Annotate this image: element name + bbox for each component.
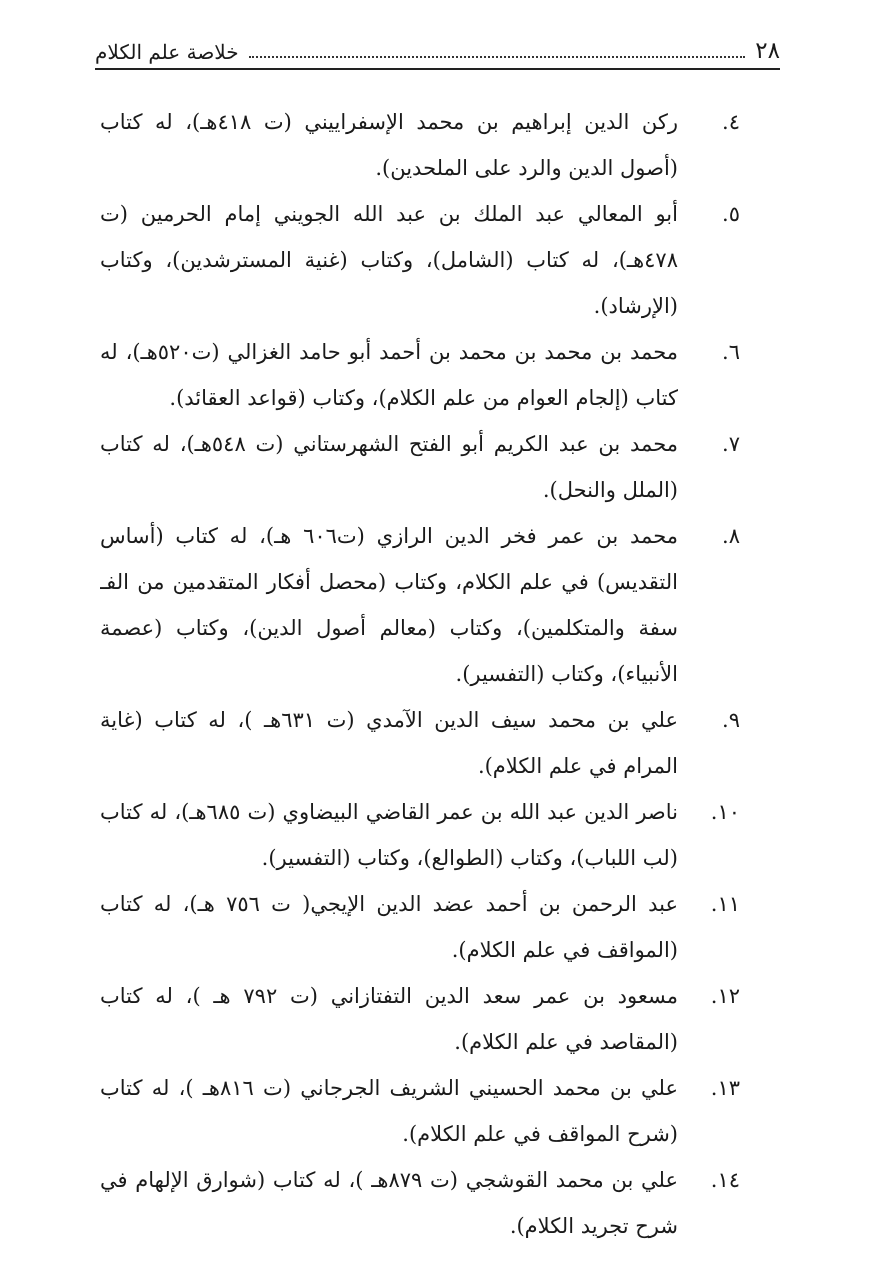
- item-text: مسعود بن عمر سعد الدين التفتازاني (ت ٧٩٢ هـ )، له كتاب (المقاصد في علم الكلام).: [100, 984, 678, 1054]
- item-number: ١٠.: [710, 800, 740, 824]
- running-title: خلاصة علم الكلام: [95, 40, 239, 64]
- item-text: أبو المعالي عبد الملك بن عبد الله الجويني إمام الحرمين (ت ٤٧٨هـ)، له كتاب (الشامل)، وكتاب (غنية المسترشدين)، وكتاب (الإرشاد).: [100, 202, 678, 318]
- item-text: علي بن محمد الحسيني الشريف الجرجاني (ت ٨١٦هـ )، له كتاب (شرح المواقف في علم الكلام).: [100, 1076, 678, 1146]
- item-text: ركن الدين إبراهيم بن محمد الإسفراييني (ت ٤١٨هـ)، له كتاب (أصول الدين والرد على الملحدين).: [100, 110, 678, 180]
- item-text: علي بن محمد القوشجي (ت ٨٧٩هـ )، له كتاب (شوارق الإلهام في شرح تجريد الكلام).: [100, 1168, 678, 1238]
- list-item: [100, 973, 740, 1065]
- list-item: [100, 513, 740, 697]
- item-number: ٨.: [722, 524, 740, 548]
- item-number: ٥.: [722, 202, 740, 226]
- list-item: [100, 99, 740, 191]
- list-item: [100, 1157, 740, 1249]
- list-item: [100, 881, 740, 973]
- list-item: [100, 329, 740, 421]
- item-number: ٦.: [722, 340, 740, 364]
- item-text: ناصر الدين عبد الله بن عمر القاضي البيضاوي (ت ٦٨٥هـ)، له كتاب (لب اللباب)، وكتاب (الطوالع)، وكتاب (التفسير).: [100, 800, 678, 870]
- item-text: علي بن محمد سيف الدين الآمدي (ت ٦٣١هـ )، له كتاب (غاية المرام في علم الكلام).: [100, 708, 678, 778]
- scholar-list: [100, 99, 740, 1249]
- item-number: ٤.: [722, 110, 740, 134]
- item-text: محمد بن عبد الكريم أبو الفتح الشهرستاني (ت ٥٤٨هـ)، له كتاب (الملل والنحل).: [100, 432, 678, 502]
- item-number: ٧.: [722, 432, 740, 456]
- list-item: [100, 1065, 740, 1157]
- item-number: ١١.: [710, 892, 740, 916]
- page-number: ٢٨: [755, 38, 780, 64]
- list-item: [100, 191, 740, 329]
- list-item: [100, 789, 740, 881]
- list-item: [100, 697, 740, 789]
- item-number: ١٤.: [710, 1168, 740, 1192]
- page-header: [95, 30, 780, 70]
- item-text: محمد بن محمد بن محمد بن أحمد أبو حامد الغزالي (ت٥٢٠هـ)، له كتاب (إلجام العوام من علم الكلام)، وكتاب (قواعد العقائد).: [100, 340, 678, 410]
- item-text: محمد بن عمر فخر الدين الرازي (ت٦٠٦ هـ)، له كتاب (أساس التقديس) في علم الكلام، وكتاب (محصل أفكار المتقدمين من الفـ سفة والمتكلمين)، وكتاب (معالم أصول الدين)، وكتاب (عصمة الأنبياء)، وكتاب (التفسير).: [100, 524, 678, 686]
- item-number: ٩.: [722, 708, 740, 732]
- item-number: ١٢.: [710, 984, 740, 1008]
- item-number: ١٣.: [710, 1076, 740, 1100]
- list-item: [100, 421, 740, 513]
- dotted-leader: [249, 55, 746, 58]
- item-text: عبد الرحمن بن أحمد عضد الدين الإيجي( ت ٧٥٦ هـ)، له كتاب (المواقف في علم الكلام).: [100, 892, 678, 962]
